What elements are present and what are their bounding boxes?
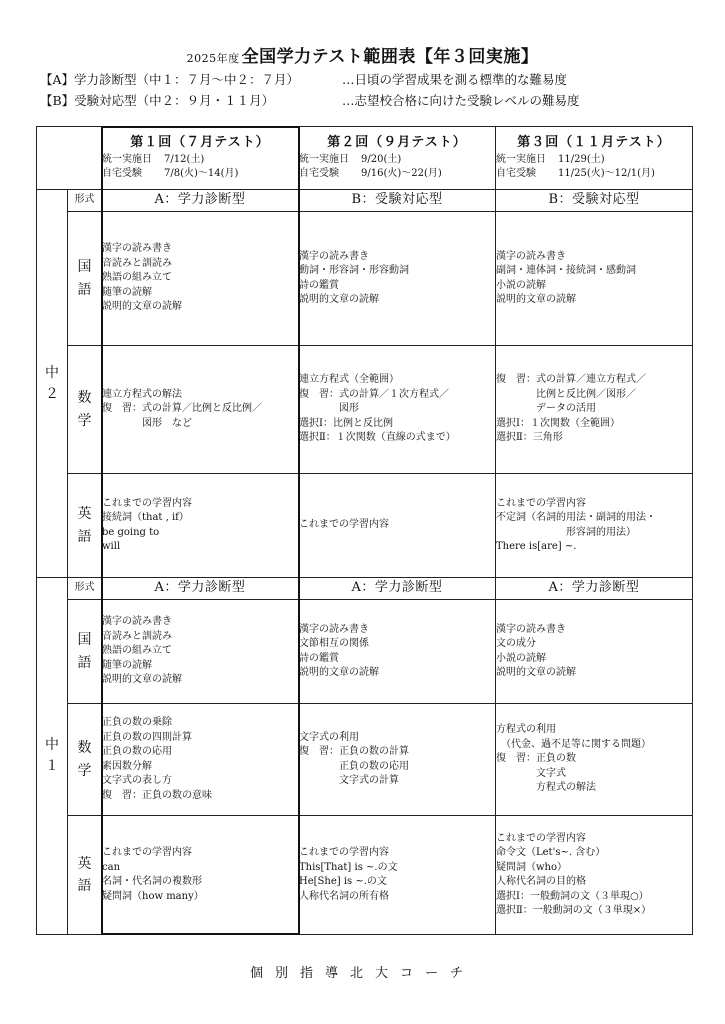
corner-cell [37,127,102,190]
range-item: 小説の読解 [496,652,546,664]
subject-row [37,212,693,346]
range-item: There is[are] ~. [496,541,577,552]
range-item: 図形 [299,403,359,415]
format-type: A：学力診断型 [102,578,299,600]
range-item: これまでの学習内容 [102,497,192,509]
range-item: 命令文（Let's~. 含む） [496,847,606,858]
round-header-3 [496,127,693,190]
round-header-1 [102,127,299,190]
format-type: A：学力診断型 [496,578,693,600]
range-item: 復 習：式の計算／連立方程式／ [496,374,646,386]
round-date-line [496,167,692,182]
format-type: A：学力診断型 [299,578,496,600]
range-item: 随筆の読解 [102,286,152,298]
range-item: 説明的文章の読解 [299,667,379,678]
range-item: 漢字の読み書き [496,623,566,635]
range-item: 説明的文章の読解 [102,674,182,686]
date-value: 7/8(火)～14(月) [164,168,239,180]
range-cell [299,600,496,704]
range-cell [496,704,693,816]
round-date-line [102,153,298,168]
round-date-line [102,167,298,182]
range-item: 復 習：式の計算／１次方程式／ [299,388,449,400]
date-label: 統一実施日 [102,153,152,165]
subject-name-text: 英語 [77,506,92,545]
range-item: 図形 など [102,417,192,429]
range-item: これまでの学習内容 [496,832,586,844]
range-cell [496,600,693,704]
range-item: 漢字の読み書き [102,243,172,255]
range-cell [496,816,693,935]
range-item: 熟語の組み立て [102,645,172,657]
range-item: 人称代名詞の所有格 [299,890,389,902]
format-row [37,190,693,212]
range-item: 復 習：正負の数の計算 [299,746,409,757]
round-date-line [496,153,692,168]
range-item: be going to [102,526,160,538]
range-cell [299,816,496,935]
range-item: 名詞・代名詞の複数形 [102,876,202,887]
format-type: A：学力診断型 [102,190,299,212]
range-item: 動詞・形容詞・形容動詞 [299,265,409,276]
range-cell [102,704,299,816]
range-cell [496,346,693,474]
range-item: 漢字の読み書き [299,250,369,262]
subject-row [37,474,693,578]
format-type: B：受験対応型 [496,190,693,212]
format-label: 形式 [68,578,102,600]
range-item: 漢字の読み書き [299,623,369,635]
range-item: 正負の数の乗除 [102,717,172,728]
date-label: 自宅受験 [496,168,536,180]
range-item: 漢字の読み書き [496,250,566,262]
range-cell [102,600,299,704]
range-item: 副詞・連体詞・接続詞・感動詞 [496,265,636,276]
range-item: 連立方程式（全範囲） [299,374,399,386]
intro-line-a [40,70,567,88]
range-item: 文字式の表し方 [102,775,172,786]
subject-name-text: 英語 [77,855,92,894]
range-item: 正負の数の応用 [102,746,172,757]
range-item: 詩の鑑賞 [299,652,339,664]
intro-desc: …日頃の学習成果を測る標準的な難易度 [342,72,568,87]
range-item: これまでの学習内容 [299,519,389,531]
range-cell [299,346,496,474]
range-item: これまでの学習内容 [299,847,389,858]
grade-label [37,190,68,578]
range-item: This[That] is ~.の文 [299,861,398,873]
range-item: 文字式の利用 [299,731,359,743]
title-main: 全国学力テスト範囲表【年３回実施】 [241,47,539,67]
range-item: 形容詞的用法） [496,526,636,538]
range-item: 選択Ⅰ：比例と反比例 [299,417,393,429]
date-label: 統一実施日 [496,153,546,165]
date-label: 統一実施日 [299,153,349,165]
format-type: B：受験対応型 [299,190,496,212]
intro-line-b [40,91,580,109]
range-item: 比例と反比例／図形／ [496,388,636,400]
subject-row [37,704,693,816]
range-item: データの活用 [496,403,596,415]
date-label: 自宅受験 [299,168,339,180]
range-item: 正負の数の応用 [299,760,409,772]
range-item: 詩の鑑賞 [299,279,339,291]
subject-row [37,816,693,935]
range-item: 文節相互の関係 [299,638,369,649]
range-item: 選択Ⅰ：１次関数（全範囲） [496,417,620,429]
range-item: 説明的文章の読解 [496,667,576,678]
round-header-2 [299,127,496,190]
range-item: 連立方程式の解法 [102,388,182,400]
subject-name-text: 国語 [77,259,92,298]
range-item: 文字式の計算 [299,775,399,786]
range-item: 素因数分解 [102,760,152,772]
range-item: 人称代名詞の目的格 [496,876,586,887]
page-title [0,42,725,67]
range-item: 随筆の読解 [102,659,152,671]
range-item: 正負の数の四則計算 [102,731,192,743]
date-value: 9/16(火)～22(月) [361,168,442,180]
range-item: He[She] is ~.の文 [299,876,387,887]
range-item: これまでの学習内容 [496,497,586,509]
date-value: 9/20(土) [361,153,402,165]
subject-name [68,346,102,474]
range-item: 音読みと訓読み [102,257,172,269]
subject-name [68,816,102,935]
range-item: 不定詞（名詞的用法・副詞的用法・ [496,512,656,523]
subject-name-text: 数学 [77,740,92,779]
grade-label [37,578,68,935]
range-item: 復 習：正負の数の意味 [102,789,212,801]
range-cell [102,816,299,935]
range-cell [102,346,299,474]
range-cell [102,474,299,578]
range-cell [496,212,693,346]
round-title: 第３回（１１月テスト） [517,135,671,151]
date-label: 自宅受験 [102,168,142,180]
range-item: 説明的文章の読解 [299,294,379,305]
subject-name [68,600,102,704]
subject-name [68,704,102,816]
title-year: 2025年度 [186,52,240,65]
range-item: 疑問詞（how many） [102,890,204,902]
round-title: 第２回（９月テスト） [327,135,467,151]
footer-school-name: 個別指導北大コーチ [249,966,475,981]
range-item: 復 習：正負の数 [496,753,576,765]
range-cell [299,212,496,346]
range-item: 文の成分 [496,638,536,649]
date-value: 11/29(土) [558,153,605,165]
header-row [37,127,693,190]
range-item: これまでの学習内容 [102,847,192,858]
date-value: 7/12(土) [164,153,205,165]
range-item: 選択Ⅰ：一般動詞の文（３単現○） [496,890,649,902]
round-date-line [299,153,495,168]
range-item: 疑問詞（who） [496,861,568,873]
format-row [37,578,693,600]
range-item: 復 習：式の計算／比例と反比例／ [102,403,262,415]
subject-row [37,346,693,474]
range-item: 方程式の利用 [496,724,556,736]
range-item: 音読みと訓読み [102,630,172,642]
range-item: 方程式の解法 [496,782,596,794]
range-item: 説明的文章の読解 [102,301,182,313]
range-item: 接続詞（that , if） [102,512,189,523]
range-item: 選択Ⅱ：三角形 [496,432,563,444]
format-label: 形式 [68,190,102,212]
range-cell [496,474,693,578]
grade-name: 中１ [45,737,59,774]
range-item: will [102,541,121,552]
range-item: （代金、過不足等に関する問題） [496,738,651,750]
round-date-line [299,167,495,182]
range-item: can [102,861,121,873]
range-item: 説明的文章の読解 [496,294,576,305]
range-cell [299,704,496,816]
intro-label: 【A】学力診断型（中１：７月～中２：７月） [40,72,300,87]
intro-desc: …志望校合格に向けた受験レベルの難易度 [342,93,580,108]
grade-name: 中２ [45,364,59,402]
subject-row [37,600,693,704]
subject-name-text: 国語 [77,632,92,671]
subject-name [68,212,102,346]
range-cell [299,474,496,578]
date-value: 11/25(火)～12/1(月) [558,168,655,180]
range-item: 漢字の読み書き [102,616,172,628]
intro-label: 【B】受験対応型（中２：９月・１１月） [40,93,275,108]
range-item: 選択Ⅱ：１次関数（直線の式まで） [299,432,456,444]
round-title: 第１回（７月テスト） [130,135,270,151]
range-item: 熟語の組み立て [102,272,172,284]
schedule-table [36,126,693,935]
range-item: 選択Ⅱ：一般動詞の文（３単現×） [496,905,652,916]
subject-name [68,474,102,578]
range-cell [102,212,299,346]
subject-name-text: 数学 [77,390,92,429]
range-item: 小説の読解 [496,279,546,291]
range-item: 文字式 [496,767,566,779]
